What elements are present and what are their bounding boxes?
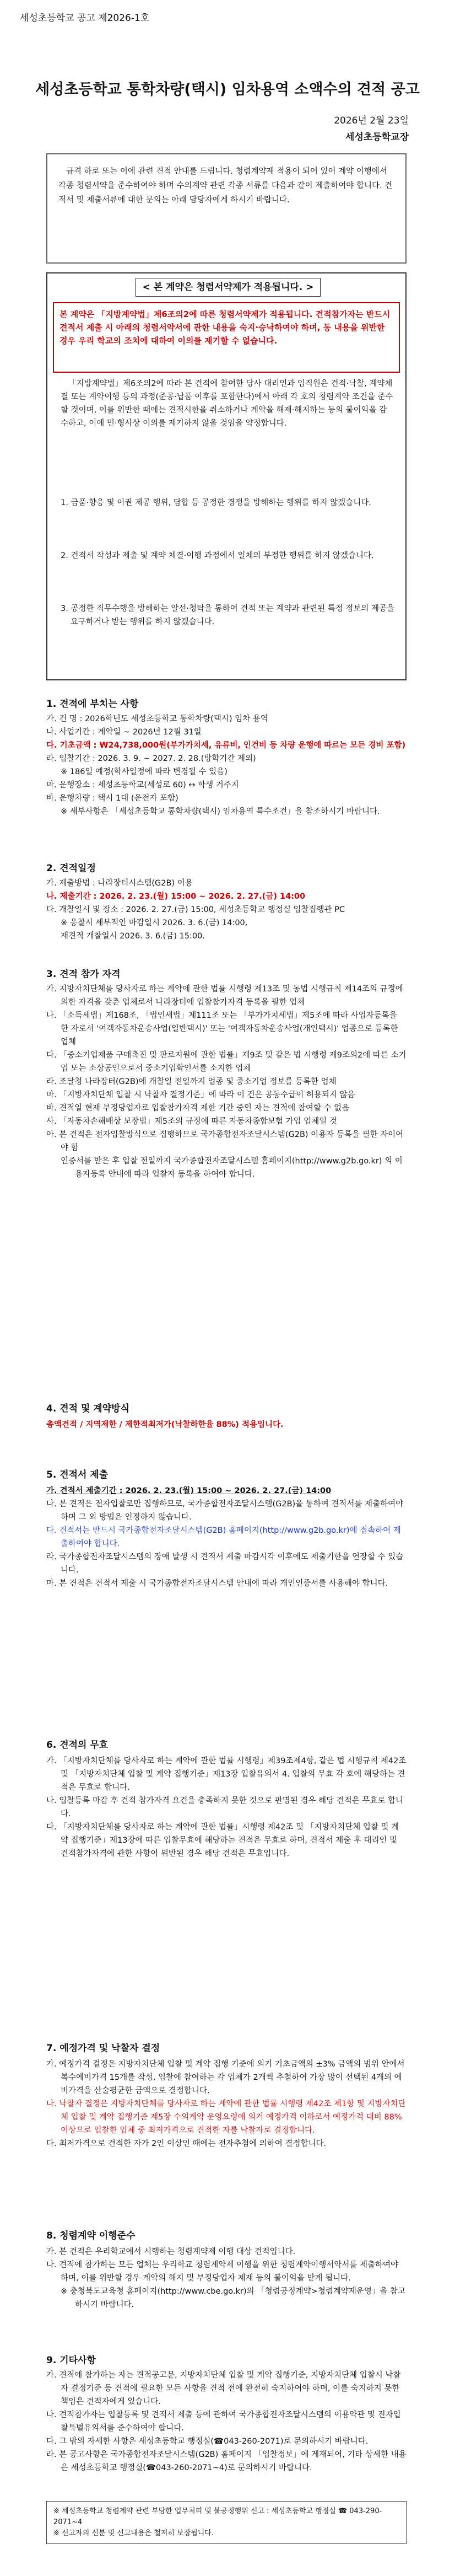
- section-3-line: 마. 「지방자치단체 입찰 시 낙찰자 결정기준」에 따라 이 건은 공동수급이 허용되지 않음: [46, 1091, 355, 1099]
- section-1-body: [46, 712, 407, 818]
- section-3-line: 가. 지방자치단체를 당사자로 하는 계약에 관한 법률 시행령 제13조 및 동법 시행규칙 제14조의 규정에 의한 자격을 갖춘 업체로서 나라장터에 입찰참가자격 등록을 필한 업체: [46, 985, 403, 1007]
- section-3-line: 아. 본 견적은 전자입찰방식으로 집행하므로 국가종합전자조달시스템(G2B) 이용자 등록을 필한 자이어야 함: [46, 1130, 404, 1152]
- integrity-header: < 본 계약은 청렴서약제가 적용됩니다. >: [136, 278, 321, 297]
- section-3-line: 라. 조달청 나라장터(G2B)에 개찰일 전일까지 업종 및 중소기업 정보를 등록한 업체: [46, 1077, 337, 1086]
- page-title: 세성초등학교 통학차량(택시) 임차용역 소액수의 견적 공고: [35, 81, 420, 98]
- section-8-line: 나. 견적에 참가하는 모든 업체는 우리학교 청렴계약제 이행을 위한 청렴계약이행서약서를 제출하여야 하며, 이를 위반할 경우 계약의 해지 및 부정당업자 제재 등의 불이익을 받게 됩니다.: [46, 2261, 398, 2283]
- section-5-line: 다. 견적서는 반드시 국가종합전자조달시스템(G2B) 홈페이지(http://www.g2b.go.kr)에 접속하여 제출하여야 합니다.: [46, 1526, 401, 1548]
- section-1-line: 나. 사업기간 : 계약일 ~ 2026년 12월 31일: [46, 728, 202, 737]
- section-2-line: 재견적 개찰일시 2026. 3. 6.(금) 15:00.: [61, 932, 205, 941]
- section-8-line: 가. 본 견적은 우리학교에서 시행하는 청렴계약제 이행 대상 견적입니다.: [46, 2247, 296, 2256]
- notice-date: 2026년 2월 23일: [334, 115, 409, 126]
- issuing-organization: 세성초등학교장: [345, 132, 409, 143]
- intro-box: [46, 153, 407, 264]
- section-2-line: 다. 개찰일시 및 장소 : 2026. 2. 27.(금) 15:00, 세성초등학교 행정실 입찰집행관 PC: [46, 905, 345, 914]
- section-5-line: 가. 견적서 제출기간 : 2026. 2. 23.(월) 15:00 ~ 2026. 2. 27.(금) 14:00: [46, 1486, 332, 1495]
- section-5-title: 5. 견적서 제출: [46, 1469, 109, 1480]
- section-3-line: 사. 「자동차손해배상 보장법」제5조의 규정에 따른 자동차종합보험 가입 업체일 것: [46, 1117, 337, 1126]
- section-5-body: [46, 1484, 407, 1590]
- section-5-line: 나. 본 견적은 전자입찰로만 집행하므로, 국가종합전자조달시스템(G2B)을 통하여 견적서를 제출하여야 하며 그 외 방법은 인정하지 않습니다.: [46, 1500, 404, 1522]
- section-6-line: 가. 「지방자치단체를 당사자로 하는 계약에 관한 법률 시행령」제39조제4항, 같은 법 시행규칙 제42조 및 「지방자치단체 입찰 및 계약 집행기준」제13장 입찰유의서 4. 입찰의 무효 각 호에 해당하는 견적은 무효로 합니다.: [46, 1757, 407, 1792]
- section-1-line: 바. 운행차량 : 택시 1대 (운전자 포함): [46, 794, 178, 803]
- section-7-title: 7. 예정가격 및 낙찰자 결정: [46, 2043, 160, 2054]
- integrity-item: 2. 견적서 작성과 제출 및 계약 체결·이행 과정에서 일체의 부정한 행위를 하지 않겠습니다.: [61, 551, 374, 560]
- section-7-line: 다. 최저가격으로 견적한 자가 2인 이상인 때에는 전자추첨에 의하여 결정합니다.: [46, 2139, 327, 2148]
- section-9-body: [46, 2369, 407, 2475]
- section-9-line: 가. 견적에 참가하는 자는 견적공고문, 지방자치단체 입찰 및 계약 집행기준, 지방자치단체 입찰시 낙찰자 결정기준 등 견적에 필요한 모든 사항을 견적 전에 완전히 숙지하여야 하며, 이를 숙지하지 못한 책임은 견적자에게 있습니다.: [46, 2371, 401, 2406]
- notice-number: 세성초등학교 공고 제2026-1호: [20, 13, 150, 24]
- section-9-line: 나. 견적참가자는 입찰등록 및 견적서 제출 등에 관하여 국가종합전자조달시스템의 이용약관 및 전자입찰특별유의서를 준수하여야 합니다.: [46, 2411, 401, 2433]
- section-2-title: 2. 견적일정: [46, 863, 96, 874]
- section-2-line: ※ 응찰시 세부적인 마감일시 2026. 3. 6.(금) 14:00,: [61, 919, 248, 927]
- section-2-body: [46, 877, 407, 943]
- section-6-line: 다. 「지방자치단체를 당사자로 하는 계약에 관한 법률」시행령 제42조 및 「지방자치단체 입찰 및 계약 집행기준」제13장에 따른 입찰무효에 해당하는 견적은 무효로 하며, 견적서 제출 후 대리인 및 견적참가자격에 관한 사항이 위반된 경우 해당 견적은 무효입니다.: [46, 1823, 399, 1858]
- section-2-line: 가. 제출방법 : 나라장터시스템(G2B) 이용: [46, 879, 193, 888]
- section-4-line: 총액견적 / 지역제한 / 제한적최저가(낙찰하한율 88%) 적용입니다.: [46, 1420, 284, 1429]
- section-8-line: ※ 충청북도교육청 홈페이지(http://www.cbe.go.kr)의 「청렴공정계약>청렴계약제운영」을 참고하시기 바랍니다.: [61, 2287, 406, 2309]
- report-notice-line: ※ 세성초등학교 청렴계약 관련 부당한 업무처리 및 불공정행위 신고 : 세성초등학교 행정실 ☎ 043-290-2071~4: [53, 2507, 382, 2526]
- section-3-line: 바. 견적일 현재 부정당업자로 입찰참가자격 제한 기간 중인 자는 견적에 참여할 수 없음: [46, 1104, 350, 1113]
- section-1-line: 다. 기초금액 : ₩24,738,000원(부가가치세, 유류비, 인건비 등 차량 운행에 따르는 모든 경비 포함): [46, 741, 406, 750]
- section-6-line: 나. 입찰등록 마감 후 견적 참가자격 요건을 충족하지 못한 것으로 판명된 경우 해당 견적은 무효로 합니다.: [46, 1796, 404, 1818]
- report-notice-box: [46, 2501, 407, 2544]
- section-8-title: 8. 청렴계약 이행준수: [46, 2230, 136, 2241]
- section-1-title: 1. 견적에 부치는 사항: [46, 699, 139, 710]
- section-3-note: 인증서를 받은 후 입찰 전일까지 국가종합전자조달시스템 홈페이지(http://www.g2b.go.kr) 의 이용자등록 안내에 따라 입찰자 등록을 하여야 합니다.: [61, 1157, 403, 1179]
- section-4-body: [46, 1418, 407, 1431]
- section-3-line: 다. 「중소기업제품 구매촉진 및 판로지원에 관한 법률」제9조 및 같은 법 시행령 제9조의2에 따른 소기업 또는 소상공인으로서 중소기업확인서를 소지한 업체: [46, 1051, 407, 1073]
- section-3-body: [46, 983, 407, 1181]
- section-2-line: 나. 제출기간 : 2026. 2. 23.(월) 15:00 ~ 2026. 2. 27.(금) 14:00: [46, 892, 306, 901]
- section-1-line: 라. 입찰기간 : 2026. 3. 9. ~ 2027. 2. 28.(방학기간 제외): [46, 754, 256, 763]
- section-7-body: [46, 2058, 407, 2150]
- section-6-body: [46, 1754, 407, 1860]
- integrity-warning: 본 계약은 「지방계약법」제6조의2에 따른 청렴서약제가 적용됩니다. 견적참가자는 반드시 견적서 제출 시 아래의 청렴서약서에 관한 내용을 숙지·승낙하여야 하며, 동 내용을 위반한 경우 우리 학교의 조치에 대하여 이의를 제기할 수 없습니다.: [53, 302, 400, 373]
- section-3-title: 3. 견적 참가 자격: [46, 969, 121, 980]
- report-notice-line: ※ 신고자의 신분 및 신고내용은 철저히 보장됩니다.: [53, 2529, 214, 2537]
- section-1-line: ※ 186일 예정(학사일정에 따라 변경될 수 있음): [61, 768, 228, 776]
- integrity-contract-box: [46, 272, 407, 680]
- section-6-title: 6. 견적의 무효: [46, 1740, 109, 1751]
- section-8-body: [46, 2245, 407, 2311]
- section-1-line: 마. 운행장소 : 세성초등학교(세성로 60) ↔ 학생 거주지: [46, 781, 239, 790]
- section-5-line: 마. 본 견적은 견적서 제출 시 국가종합전자조달시스템 안내에 따라 개인인증서를 사용해야 합니다.: [46, 1579, 388, 1588]
- section-3-line: 나. 「소득세법」제168조, 「법인세법」제111조 또는 「부가가치세법」제5조에 따라 사업자등록을 한 자로서 '여객자동차운송사업(일반택시)' 또는 '여객자동차운송사업(개인택시)' 업종으로 등록한 업체: [46, 1011, 398, 1046]
- intro-text: 규격 하로 또는 이에 관련 견적 안내를 드립니다. 청렴계약제 적용이 되어 있어 계약 이행에서 각종 청렴서약을 준수하여야 하며 수의계약 관련 각종 서류를 다음과 같이 제출하여야 합니다. 견적서 및 제출서류에 대한 문의는 아래 담당자에게 하시기 바랍니다.: [58, 167, 393, 205]
- section-9-line: 다. 그 밖의 자세한 사항은 세성초등학교 행정실(☎043-260-2071)로 문의하시기 바랍니다.: [46, 2437, 369, 2446]
- integrity-item: 3. 공정한 직무수행을 방해하는 알선·청탁을 통하여 견적 또는 계약과 관련된 특정 정보의 제공을 요구하거나 받는 행위를 하지 않겠습니다.: [61, 604, 395, 626]
- integrity-item: 1. 금품·향응 및 이권 제공 행위, 담합 등 공정한 경쟁을 방해하는 행위를 하지 않겠습니다.: [61, 498, 371, 507]
- section-5-line: 라. 국가종합전자조달시스템의 장애 발생 시 견적서 제출 마감시각 이후에도 제출기한을 연장할 수 있습니다.: [46, 1553, 404, 1575]
- section-7-line: 가. 예정가격 결정은 지방자치단체 입찰 및 계약 집행 기준에 의거 기초금액의 ±3% 금액의 범위 안에서 복수예비가격 15개를 작성, 입찰에 참여하는 각 업체가 2개씩 추첨하여 가장 많이 선택된 4개의 예비가격을 산술평균한 금액으로 결정합니다.: [46, 2060, 405, 2095]
- section-4-title: 4. 견적 및 계약방식: [46, 1403, 129, 1414]
- section-1-line: ※ 세부사항은 「세성초등학교 통학차량(택시) 임차용역 특수조건」을 참조하시기 바랍니다.: [61, 807, 380, 816]
- section-7-line: 나. 낙찰자 결정은 지방자치단체를 당사자로 하는 계약에 관한 법률 시행령 제42조 제1항 및 지방자치단체 입찰 및 계약 집행기준 제5장 수의계약 운영요령에 의거 예정가격 이하로서 예정가격 대비 88% 이상으로 입찰한 업체 중 최저가격으로 견적한 자를 낙찰자로 결정합니다.: [46, 2100, 406, 2135]
- section-9-title: 9. 기타사항: [46, 2355, 96, 2366]
- section-9-line: 라. 본 공고사항은 국가종합전자조달시스템(G2B) 홈페이지 「입찰정보」에 게재되어, 기타 상세한 내용은 세성초등학교 행정실(☎043-260-2071~4)로 문의하시기 바랍니다.: [46, 2450, 407, 2472]
- section-1-line: 가. 건 명 : 2026학년도 세성초등학교 통학차량(택시) 임차 용역: [46, 715, 268, 723]
- integrity-paragraph: 「지방계약법」제6조의2에 따라 본 견적에 참여한 당사 대리인과 임직원은 견적·낙찰, 계약체결 또는 계약이행 등의 과정(준공·납품 이후를 포함한다)에서 아래 각 호의 청렴계약 조건을 준수할 것이며, 이를 위반한 때에는 견적시한을 취소하거나 계약을 해제·해지하는 등의 불이익을 감수하고, 이에 민·형사상 이의를 제기하지 않을 것임을 약정합니다.: [61, 379, 393, 428]
